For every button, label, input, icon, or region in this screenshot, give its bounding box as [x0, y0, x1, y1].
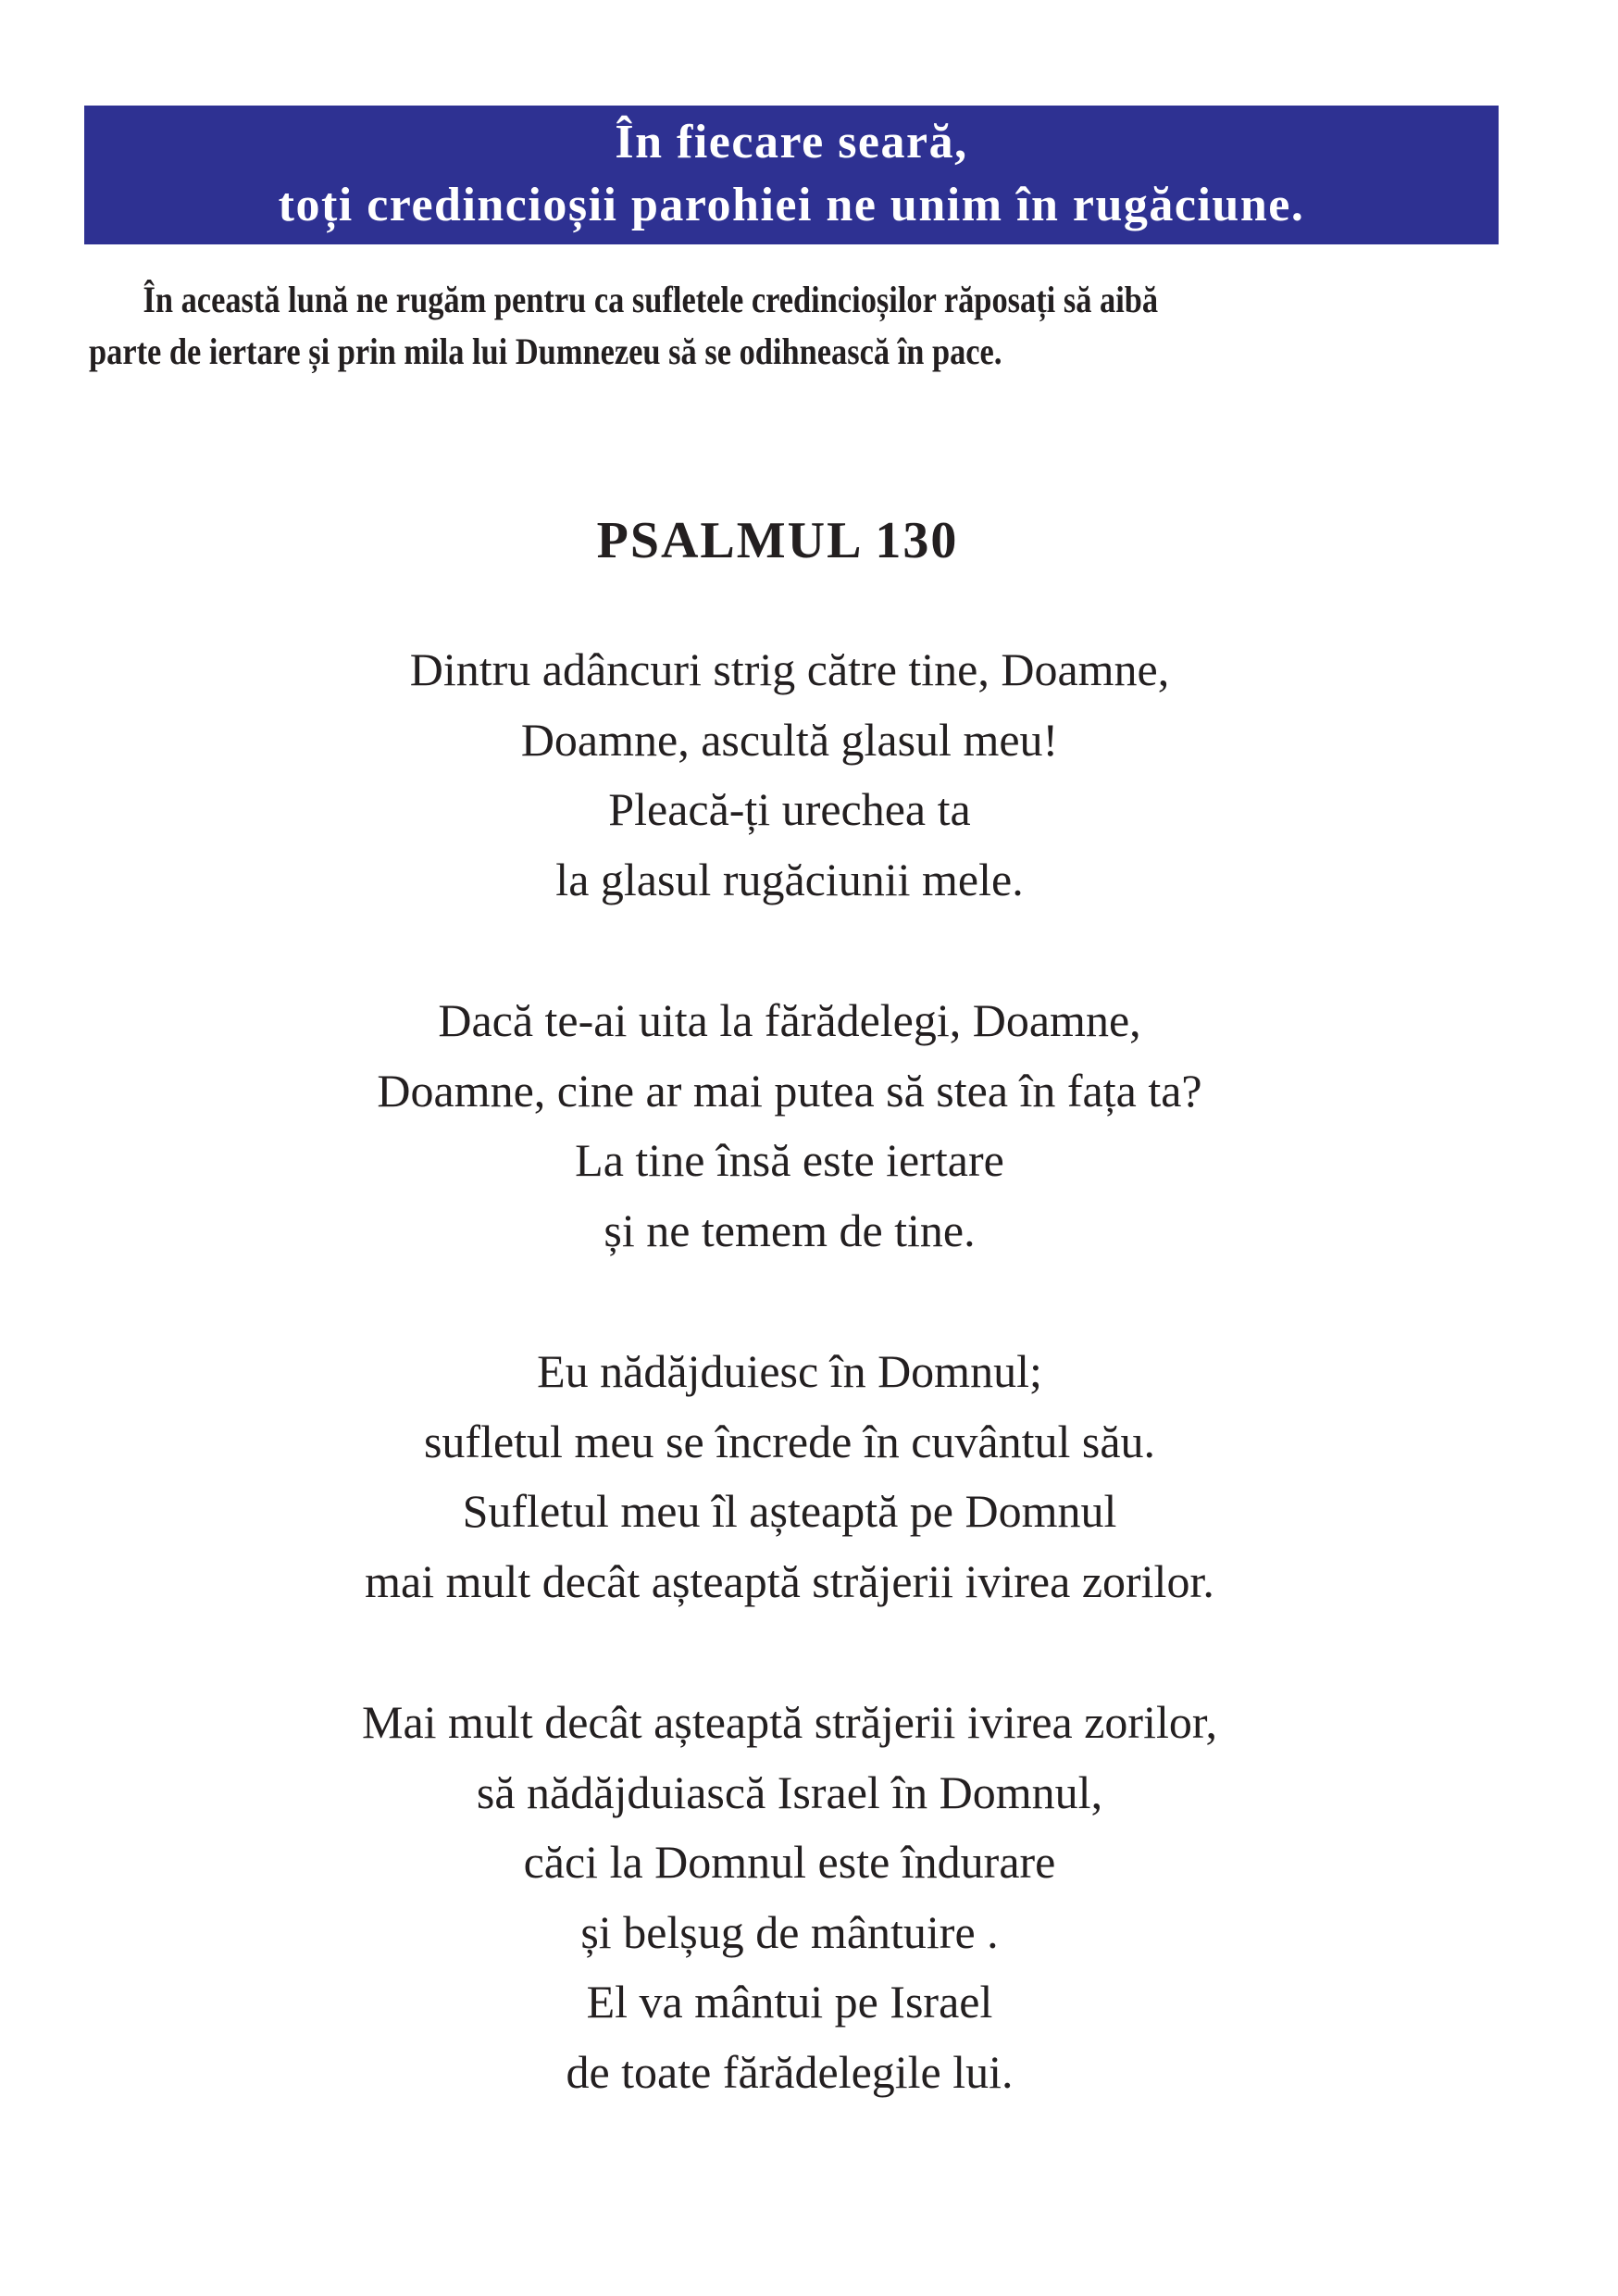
stanza-2: [0, 986, 1579, 1266]
psalm-title: PSALMUL 130: [596, 512, 959, 569]
monthly-intention: [89, 274, 1331, 378]
verse-line: Doamne, cine ar mai putea să stea în fața ta?: [377, 1064, 1202, 1117]
stanza-4: [0, 1688, 1579, 2107]
intention-line-1: În această lună ne rugăm pentru ca sufletele credincioșilor răposați să aibă: [143, 279, 1159, 320]
verse-line: Dintru adâncuri strig către tine, Doamne,: [409, 643, 1170, 695]
verse-line: El va mântui pe Israel: [586, 1976, 993, 2028]
verse-line: Mai mult decât așteaptă străjerii ivirea zorilor,: [362, 1696, 1217, 1748]
verse-line: și ne temem de tine.: [604, 1204, 976, 1256]
verse-line: mai mult decât așteaptă străjerii ivirea zorilor.: [365, 1554, 1214, 1607]
verse-line: la glasul rugăciunii mele.: [555, 853, 1024, 905]
verse-line: Eu nădăjduiesc în Domnul;: [537, 1345, 1042, 1397]
verse-line: și belșug de mântuire .: [580, 1905, 999, 1958]
verse-line: căci la Domnul este îndurare: [523, 1836, 1056, 1888]
verse-line: sufletul meu se încrede în cuvântul său.: [423, 1415, 1156, 1467]
verse-line: La tine însă este iertare: [575, 1134, 1004, 1186]
verse-line: să nădăjduiască Israel în Domnul,: [476, 1766, 1103, 1818]
verse-line: Pleacă-ți urechea ta: [608, 783, 971, 835]
prayer-banner: [84, 106, 1499, 244]
psalm-text: [0, 635, 1579, 2178]
intention-line-2: parte de iertare și prin mila lui Dumnezeu să se odihnească în pace.: [89, 331, 1002, 372]
banner-line-2: toți credincioșii parohiei ne unim în rugăciune.: [278, 179, 1305, 231]
verse-line: Dacă te-ai uita la fărădelegi, Doamne,: [438, 994, 1141, 1046]
verse-line: Doamne, ascultă glasul meu!: [520, 713, 1059, 766]
stanza-1: [0, 635, 1579, 915]
verse-line: de toate fărădelegile lui.: [566, 2045, 1014, 2098]
banner-line-1: În fiecare seară,: [615, 116, 968, 168]
stanza-3: [0, 1337, 1579, 1616]
verse-line: Sufletul meu îl așteaptă pe Domnul: [462, 1485, 1117, 1537]
